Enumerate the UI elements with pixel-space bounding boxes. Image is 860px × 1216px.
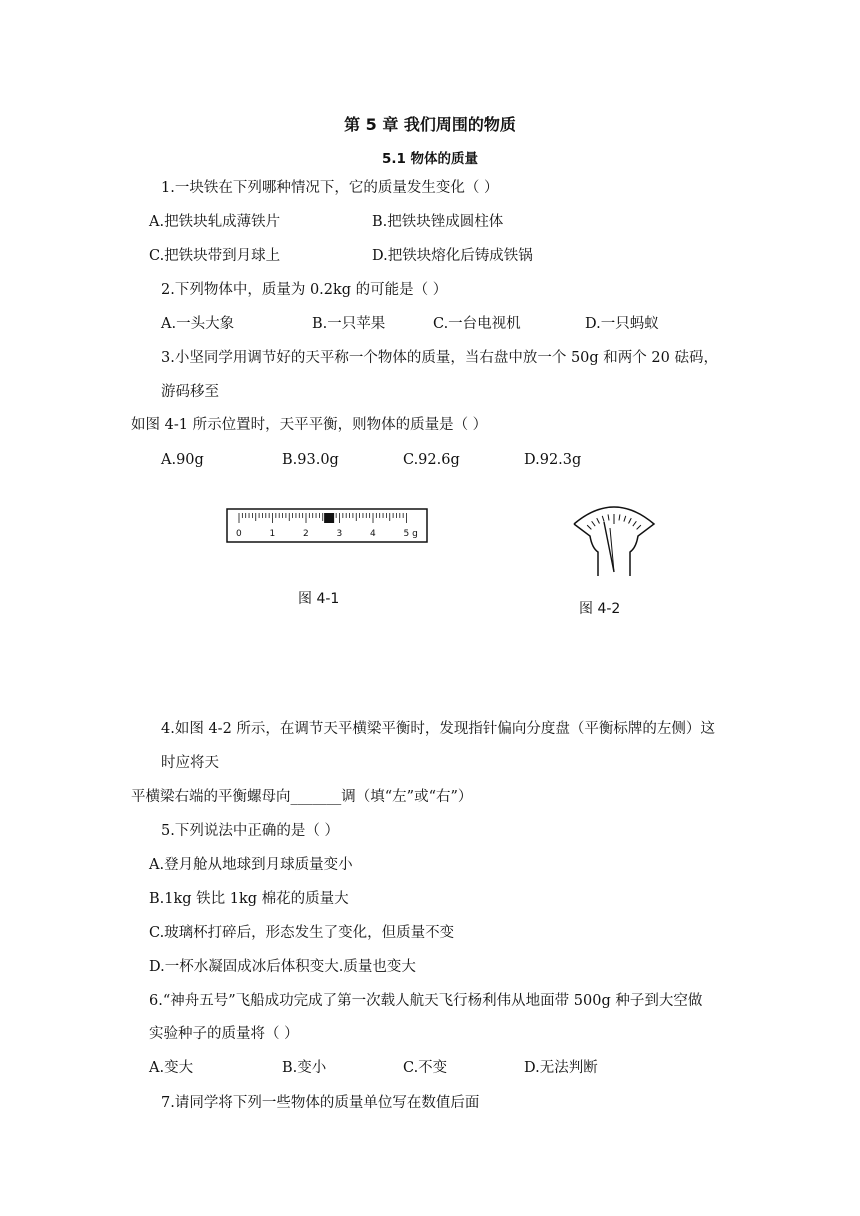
dial-tick: [597, 518, 600, 523]
dial-pointer: [604, 522, 614, 572]
question-6-option-b: B.变小: [282, 1060, 327, 1076]
rider-slider: [324, 513, 334, 523]
question-5-option-c: C.玻璃杯打碎后，形态发生了变化，但质量不变: [149, 925, 455, 941]
question-5-stem: 5.下列说法中正确的是（ ）: [161, 823, 339, 839]
question-2-stem: 2.下列物体中，质量为 0.2kg 的可能是（ ）: [161, 282, 448, 298]
question-3-option-d: D.92.3g: [524, 452, 582, 468]
question-5-option-a: A.登月舱从地球到月球质量变小: [149, 857, 353, 873]
question-1-option-d: D.把铁块熔化后铸成铁锅: [372, 248, 533, 264]
question-3-option-b: B.93.0g: [282, 452, 339, 468]
ruler-label: 5 g: [403, 529, 418, 539]
ruler-label: 4: [370, 529, 376, 539]
ruler-label: 2: [303, 529, 309, 539]
question-6-option-d: D.无法判断: [524, 1060, 598, 1076]
question-6-line-1: 6.“神舟五号”飞船成功完成了第一次载人航天飞行杨利伟从地面带 500g 种子到大空做: [149, 993, 703, 1009]
question-6-option-a: A.变大: [149, 1060, 194, 1076]
dial-ticks: [587, 514, 641, 529]
figure-4-2-caption: 图 4-2: [579, 601, 621, 617]
figure-4-2-dial: [566, 498, 662, 582]
question-2-option-d: D.一只蚂蚁: [585, 316, 659, 332]
section-title: 5.1 物体的质量: [381, 151, 479, 167]
dial-tick: [587, 525, 591, 529]
dial-tick: [592, 521, 596, 526]
dial-tick: [608, 514, 609, 520]
ruler-label: 3: [336, 529, 343, 539]
chapter-title: 第 5 章 我们周围的物质: [344, 115, 516, 134]
question-3-option-c: C.92.6g: [403, 452, 460, 468]
dial-tick: [637, 525, 641, 529]
question-5-option-d: D.一杯水凝固成冰后体积变大.质量也变大: [149, 959, 416, 975]
figure-4-1-caption: 图 4-1: [298, 591, 340, 607]
question-5-option-b: B.1kg 铁比 1kg 棉花的质量大: [149, 891, 349, 907]
figure-4-1-ruler: [222, 505, 434, 547]
ruler-label: 0: [236, 529, 242, 539]
dial-tick: [629, 518, 632, 523]
question-2-option-c: C.一台电视机: [433, 316, 521, 332]
question-3-stem-line-3: 如图 4-1 所示位置时，天平平衡，则物体的质量是（ ）: [131, 417, 488, 433]
question-3-stem-line-1: 3.小坚同学用调节好的天平称一个物体的质量，当右盘中放一个 50g 和两个 20 砝码，: [161, 350, 718, 366]
question-1-stem: 1.一块铁在下列哪种情况下，它的质量发生变化（ ）: [161, 180, 499, 196]
question-4-line-2: 时应将天: [161, 755, 219, 771]
question-2-option-a: A.一头大象: [161, 316, 235, 332]
question-1-option-b: B.把铁块锉成圆柱体: [372, 214, 504, 230]
dial-tick: [602, 516, 604, 522]
question-6-option-c: C.不变: [403, 1060, 448, 1076]
dial-tick: [624, 516, 626, 522]
question-7-stem: 7.请同学将下列一些物体的质量单位写在数值后面: [161, 1095, 480, 1111]
dial-tick: [619, 514, 620, 520]
question-3-option-a: A.90g: [161, 452, 204, 468]
ruler-label: 1: [269, 529, 276, 539]
question-6-line-2: 实验种子的质量将（ ）: [149, 1026, 299, 1042]
question-3-stem-line-2: 游码移至: [161, 384, 219, 400]
question-2-option-b: B.一只苹果: [312, 316, 386, 332]
question-1-option-a: A.把铁块轧成薄铁片: [149, 214, 281, 230]
question-1-option-c: C.把铁块带到月球上: [149, 248, 281, 264]
question-4-line-1: 4.如图 4-2 所示，在调节天平横梁平衡时，发现指针偏向分度盘（平衡标牌的左侧）这: [161, 721, 715, 737]
dial-tick: [633, 521, 637, 526]
question-4-line-3: 平横梁右端的平衡螺母向_______调（填“左”或“右”）: [131, 789, 473, 805]
